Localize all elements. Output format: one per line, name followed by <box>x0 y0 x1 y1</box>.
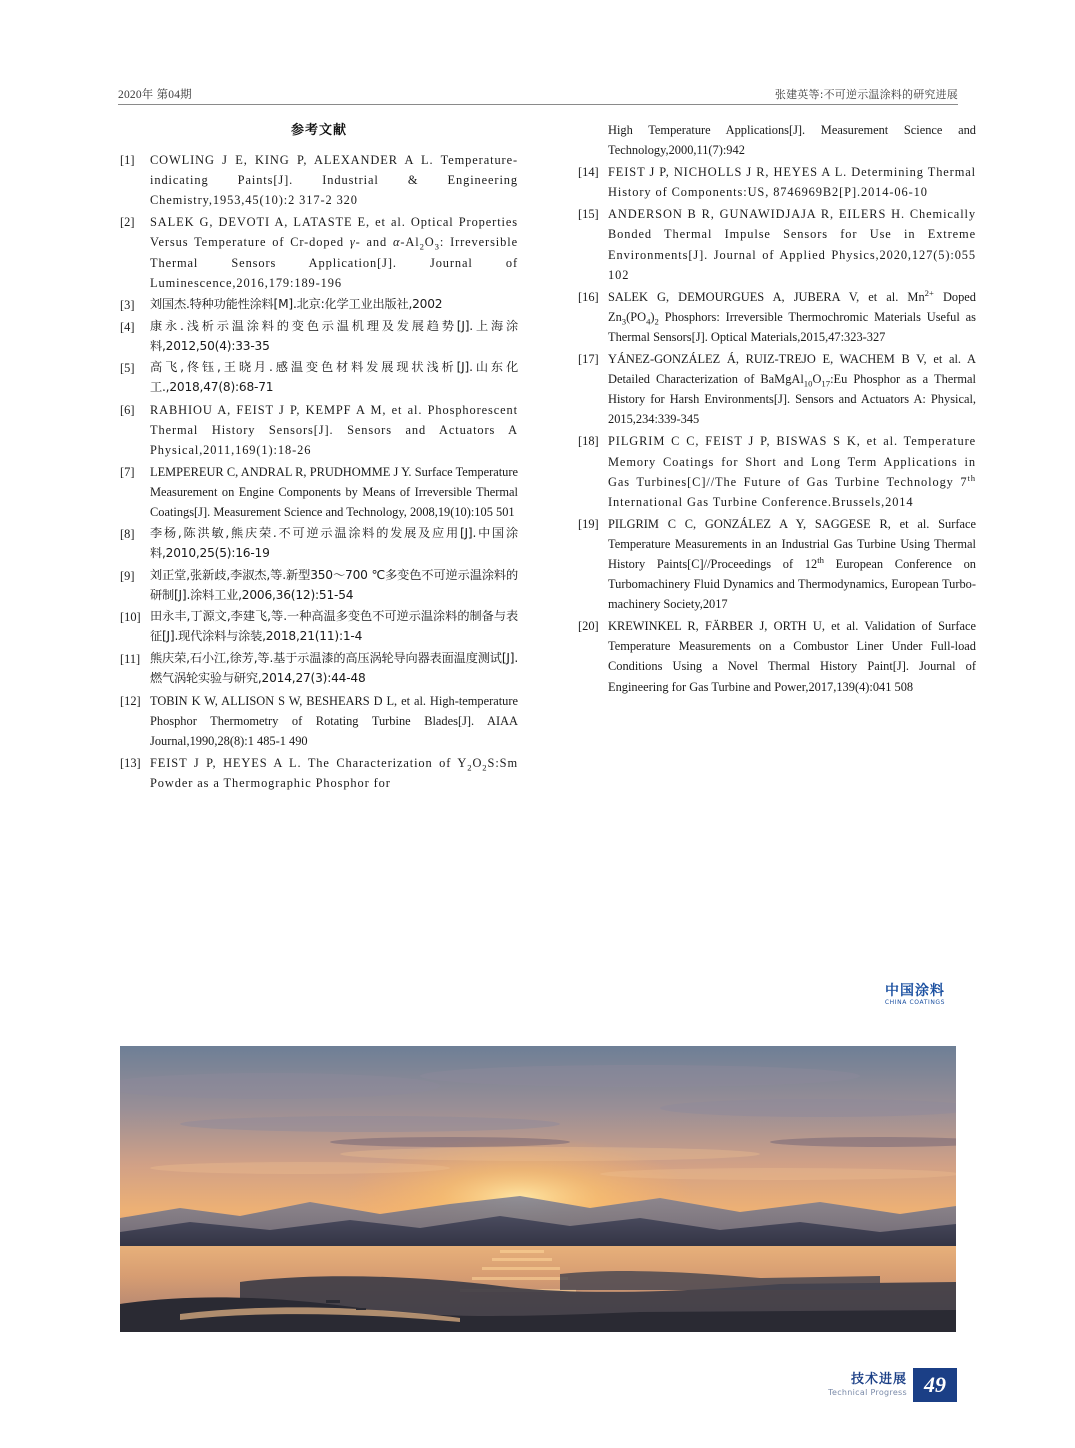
reference-list-right <box>578 120 976 697</box>
reference-text: LEMPEREUR C, ANDRAL R, PRUDHOMME J Y. Surface Temperature Measurement on Engine Components by Means of Irreversible Thermal Coatings[J]. Measurement Science and Technology, 2008,19(10):105 501 <box>150 465 518 520</box>
decorative-photo <box>120 1046 956 1332</box>
reference-list-left <box>120 150 518 793</box>
reference-text: SALEK G, DEMOURGUES A, JUBERA V, et al. $Mn^{2+}$ Doped $Zn_3(PO_4)_2$ Phosphors: Irreversible Thermochromic Materials Useful as Thermal Sensors[J]. Optical Materials,2015,47:323-327 <box>608 287 976 344</box>
reference-text: COWLING J E, KING P, ALEXANDER A L. Temperature-indicating Paints[J]. Industrial & Engineering Chemistry,1953,45(10):2 317-2 320 <box>150 153 518 208</box>
reference-item <box>120 358 518 398</box>
reference-item <box>120 566 518 606</box>
reference-text: 康永.浅析示温涂料的变色示温机理及发展趋势[J].上海涂料,2012,50(4):33-35 <box>150 318 518 353</box>
reference-text: 高飞,佟钰,王晓月.感温变色材料发展现状浅析[J].山东化工.,2018,47(8):68-71 <box>150 360 518 395</box>
footer-section <box>828 1373 907 1397</box>
reference-item <box>578 616 976 696</box>
reference-text: 田永丰,丁源文,李建飞,等.一种高温多变色不可逆示温涂料的制备与表征[J].现代涂料与涂装,2018,21(11):1-4 <box>150 609 518 644</box>
reference-number: [3] <box>120 297 135 312</box>
reference-item <box>120 400 518 460</box>
reference-text: 熊庆荣,石小江,徐芳,等.基于示温漆的高压涡轮导向器表面温度测试[J].燃气涡轮实验与研究,2014,27(3):44-48 <box>150 651 518 685</box>
reference-number: [17] <box>578 352 599 367</box>
article-title-header: 张建英等:不可逆示温涂料的研究进展 <box>774 88 958 101</box>
reference-item <box>120 607 518 647</box>
reference-item <box>120 691 518 751</box>
reference-text: RABHIOU A, FEIST J P, KEMPF A M, et al. Phosphorescent Thermal History Sensors[J]. Sensors and Actuators A Physical,2011,169(1):18-26 <box>150 402 518 458</box>
references-column-right <box>578 120 976 699</box>
references-column-left <box>120 120 518 795</box>
reference-number: [20] <box>578 619 599 634</box>
reference-item <box>578 514 976 614</box>
reference-number: [8] <box>120 527 135 542</box>
reference-number: [1] <box>120 153 135 168</box>
reference-number: [11] <box>120 652 141 667</box>
reference-text: SALEK G, DEVOTI A, LATASTE E, et al. Optical Properties Versus Temperature of Cr-doped γ- and $\alpha-Al_2O_3$: Irreversible Thermal Sensors Application[J]. Journal of Luminescence,2016,179:189-196 <box>150 215 518 290</box>
running-head <box>118 76 958 102</box>
logo-cn-text: 中国涂料 <box>885 983 945 999</box>
reference-text: FEIST J P, NICHOLLS J R, HEYES A L. Determining Thermal History of Components:US, 8746969B2[P].2014-06-10 <box>608 165 976 200</box>
reference-text: 刘国杰.特种功能性涂料[M].北京:化学工业出版社,2002 <box>150 296 443 311</box>
reference-text: PILGRIM C C, GONZÁLEZ A Y, SAGGESE R, et al. Surface Temperature Measurements in an Industrial Gas Turbine Using Thermal History Paints[C]//Proceedings of 12th European Conference on Turbomachinery Fluid Dynamics and Thermodynamics, European Turbo-machinery Society,2017 <box>608 516 976 612</box>
reference-item <box>578 120 976 160</box>
reference-text: YÁNEZ-GONZÁLEZ Á, RUIZ-TREJO E, WACHEM B V, et al. A Detailed Characterization of $BaMgAl_{10}O_{17}:Eu$ Phosphor as a Thermal History for Harsh Environments[J]. Sensors and Actuators A: Physical, 2015,234:339-345 <box>608 352 976 427</box>
reference-number: [13] <box>120 755 141 770</box>
reference-item <box>120 649 518 689</box>
reference-number: [15] <box>578 207 599 222</box>
reference-item <box>578 431 976 511</box>
reference-number: [9] <box>120 568 135 583</box>
photo-artwork <box>120 1046 956 1332</box>
reference-item <box>578 349 976 429</box>
reference-number: [12] <box>120 693 141 708</box>
reference-item <box>120 150 518 210</box>
reference-number: [19] <box>578 516 599 531</box>
reference-text: PILGRIM C C, FEIST J P, BISWAS S K, et al. Temperature Memory Coatings for Short and Long Term Applications in Gas Turbines[C]//The Future of Gas Turbine Technology 7th International Gas Turbine Conference.Brussels,2014 <box>608 434 976 509</box>
footer-section-en: Technical Progress <box>828 1387 907 1397</box>
reference-number: [5] <box>120 361 135 376</box>
references-heading: 参考文献 <box>290 123 347 138</box>
page-footer <box>828 1368 957 1402</box>
reference-text: 刘正堂,张新歧,李淑杰,等.新型350～700 ℃多变色不可逆示温涂料的研制[J].涂料工业,2006,36(12):51-54 <box>150 567 518 602</box>
reference-text: FEIST J P, HEYES A L. The Characterization of $Y_2O_2S:Sm$ Powder as a Thermographic Phosphor for <box>150 755 518 790</box>
reference-number: [2] <box>120 215 135 230</box>
header-divider <box>118 104 958 105</box>
reference-number: [6] <box>120 402 135 417</box>
reference-item <box>120 295 518 315</box>
reference-text: 李杨,陈洪敏,熊庆荣.不可逆示温涂料的发展及应用[J].中国涂料,2010,25(5):16-19 <box>150 526 518 561</box>
reference-text: High Temperature Applications[J]. Measurement Science and Technology,2000,11(7):942 <box>608 123 976 158</box>
reference-item <box>120 317 518 357</box>
reference-item <box>578 287 976 347</box>
reference-item <box>120 462 518 522</box>
reference-number: [7] <box>120 465 135 480</box>
page-number: 49 <box>913 1368 957 1402</box>
reference-number: [16] <box>578 289 599 304</box>
reference-text: KREWINKEL R, FÄRBER J, ORTH U, et al. Validation of Surface Temperature Measurements on a Combustor Liner Under Full-load Conditions Using a Novel Thermal History Paint[J]. Journal of Engineering for Gas Turbine and Power,2017,139(4):041 508 <box>608 619 976 694</box>
reference-number: [14] <box>578 165 599 180</box>
reference-number: [10] <box>120 610 141 625</box>
reference-text: TOBIN K W, ALLISON S W, BESHEARS D L, et al. High-temperature Phosphor Thermometry of Rotating Turbine Blades[J]. AIAA Journal,1990,28(8):1 485-1 490 <box>150 693 518 748</box>
reference-text: ANDERSON B R, GUNAWIDJAJA R, EILERS H. Chemically Bonded Thermal Impulse Sensors for Use in Extreme Environments[J]. Journal of Applied Physics,2020,127(5):055 102 <box>608 207 976 282</box>
reference-number: [18] <box>578 434 599 449</box>
reference-item <box>120 212 518 292</box>
china-coatings-logo <box>872 984 958 1006</box>
reference-item <box>578 162 976 202</box>
reference-item <box>120 524 518 564</box>
issue-label: 2020年 第04期 <box>118 89 192 101</box>
reference-number: [4] <box>120 319 135 334</box>
reference-item <box>120 753 518 793</box>
logo-en-text: CHINA COATINGS <box>884 999 946 1006</box>
footer-section-cn: 技术进展 <box>850 1371 907 1387</box>
reference-item <box>578 204 976 284</box>
